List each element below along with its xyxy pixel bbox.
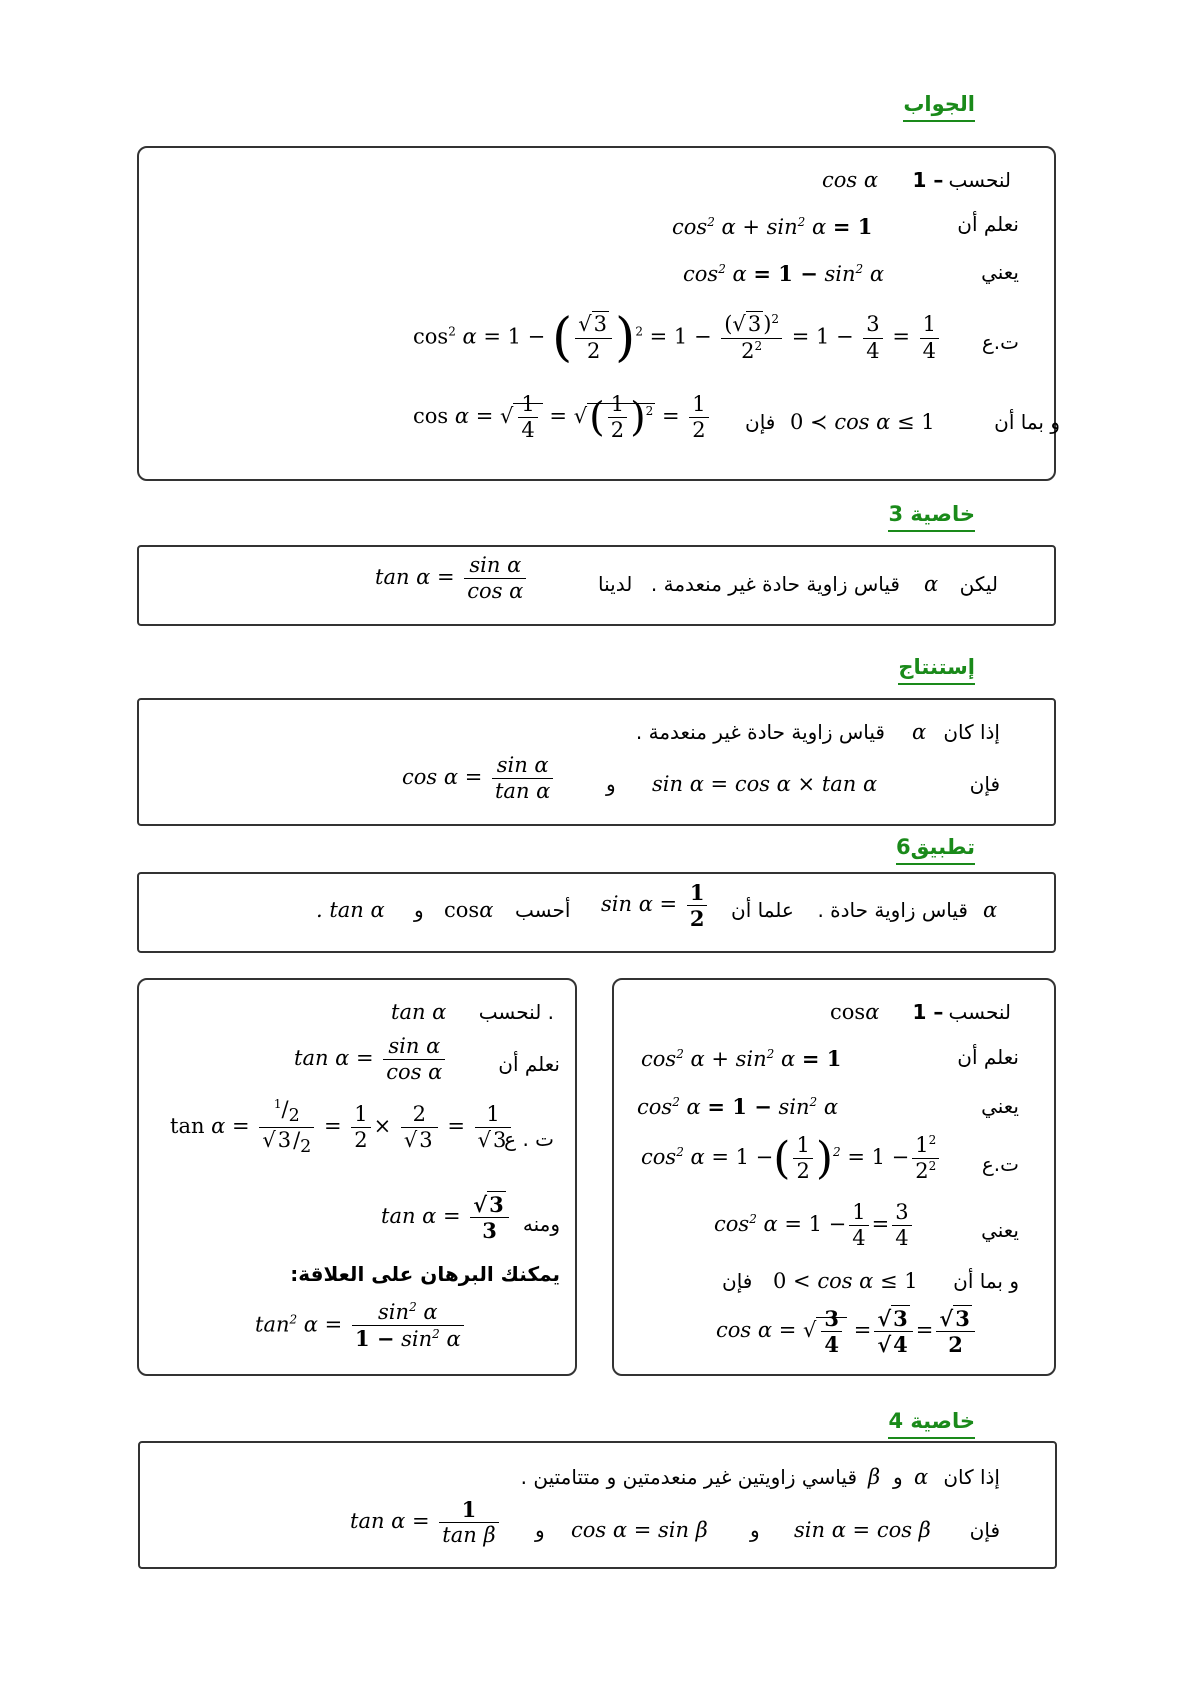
heading-underline: [888, 530, 975, 532]
prop4-beta: β: [868, 1465, 881, 1489]
right-line1: [912, 1000, 1019, 1024]
prop4-and2: و: [750, 1518, 760, 1542]
right-to-compute: لنحسب: [948, 1000, 1011, 1024]
right-cos-alpha: cosα: [830, 1000, 880, 1024]
right-numeric-formula: $\cos^2 \alpha = 1$ −( $\frac{1}{2}$ )$^2$ = 1 − $\frac{1^2}{2^2}$: [641, 1133, 942, 1184]
prop4-alpha: α: [914, 1465, 929, 1489]
right-cos2: $\cos^2 \alpha = 1 - \sin^2 \alpha$: [637, 1094, 839, 1119]
right-range: 0 < cos α ≤ 1: [773, 1269, 918, 1293]
deduction-alpha: α: [912, 720, 927, 744]
prop3-text: قياس زاوية حادة غير منعدمة .: [650, 572, 900, 596]
prop4-and: و: [893, 1465, 903, 1489]
heading-prop4-text: خاصية 4: [888, 1409, 975, 1433]
numeric-formula: $\cos^2 \alpha = 1$ − ( $\frac{√3}{2}$ )$^2$ = 1 − $\frac{(√3)^2}{2^2}$ = 1 − $\frac{3}{4}$ = $\frac{1}{4}$: [413, 308, 942, 368]
app6-sin-value: sin α = $\frac{1}{2}$: [601, 880, 710, 931]
left-tan-alpha: tan α: [391, 1000, 447, 1024]
heading-underline: [896, 863, 975, 865]
heading-deduction-text: إستنتاج: [898, 655, 975, 679]
right-since: و بما أن: [953, 1269, 1019, 1293]
left-to-compute: . لنحسب: [478, 1000, 554, 1024]
left-tan-result: tan α = $\frac{√3}{3}$: [381, 1192, 512, 1243]
prop4-if: إذا كان: [943, 1465, 1000, 1489]
app6-compute: أحسب: [515, 898, 571, 922]
app6-alpha: α: [983, 898, 998, 922]
deduction-if: إذا كان: [943, 720, 1000, 744]
app6-and: و: [414, 898, 424, 922]
app6-knowing: علما أن: [731, 898, 794, 922]
app6-cos: cosα: [444, 898, 494, 922]
deduction-then: فإن: [969, 772, 1000, 796]
deduction-text: قياس زاوية حادة غير منعدمة .: [635, 720, 885, 744]
box1-cos-alpha: cos α: [822, 168, 879, 192]
step-label: 1 –: [912, 168, 944, 192]
right-identity: $\cos^2 \alpha + \sin^2 \alpha = 1$: [641, 1046, 842, 1071]
right-step-label: 1 –: [912, 1000, 944, 1024]
heading-answer: [903, 92, 975, 116]
heading-underline: [903, 120, 975, 122]
prop3-we-have: لدينا: [598, 572, 633, 596]
then-label: فإن: [745, 410, 776, 434]
to-compute-label: لنحسب: [948, 168, 1011, 192]
heading-app6: [896, 835, 975, 859]
means-label: يعني: [981, 260, 1019, 284]
heading-prop3-text: خاصية 3: [888, 502, 975, 526]
left-numeric: ت . ع: [504, 1127, 554, 1151]
right-we-know: نعلم أن: [957, 1045, 1019, 1069]
right-means2: يعني: [981, 1218, 1019, 1242]
right-cos2-result: $\cos^2 \alpha = 1$ − $\frac{1}{4}$ = $\frac{3}{4}$: [714, 1200, 915, 1251]
since-label: و بما أن: [994, 410, 1060, 434]
deduction-formula2: cos α = $\frac{\text{sin α}}{\text{tan α}}$: [402, 753, 556, 804]
left-hence: ومنه: [522, 1212, 560, 1236]
prop4-formula3: tan α = $\frac{1}{\text{tan β}}$: [350, 1497, 502, 1548]
heading-app6-text: تطبيق6: [895, 835, 975, 859]
left-tan2-formula: $\tan^2 \alpha$ = $\frac{\sin^2 \alpha}{1 - \sin^2 \alpha}$: [255, 1300, 467, 1352]
right-cos-result: cos α = √ $\frac{3}{4}$ = $\frac{√3}{√4}$ = $\frac{√3}{2}$: [716, 1306, 978, 1357]
prop3-alpha: α: [924, 572, 939, 596]
range-condition: 0 ≺ cos α ≤ 1: [790, 410, 935, 434]
left-we-know: نعلم أن: [498, 1052, 560, 1076]
prop4-text: قياسي زاويتين غير منعدمتين و متتامتين .: [520, 1465, 857, 1489]
identity-formula: $\cos^2 \alpha + \sin^2 \alpha = 1$: [672, 214, 873, 239]
cos-result: cos α = √ $\frac{1}{4}$ = √( $\frac{1}{2}$ )$^2$ = $\frac{1}{2}$: [413, 392, 712, 443]
right-numeric: ت.ع: [981, 1152, 1019, 1176]
prop4-then: فإن: [969, 1518, 1000, 1542]
right-then: فإن: [722, 1269, 753, 1293]
heading-answer-text: الجواب: [903, 92, 975, 116]
heading-underline: [888, 1437, 975, 1439]
deduction-box: [137, 698, 1056, 826]
cos2-formula: $\cos^2 \alpha = 1 - \sin^2 \alpha$: [683, 261, 885, 286]
prop3-let: ليكن: [959, 572, 998, 596]
prop4-formula1: sin α = cos β: [794, 1518, 931, 1542]
deduction-and: و: [606, 772, 616, 796]
prop4-and3: و: [535, 1518, 545, 1542]
right-means1: يعني: [981, 1094, 1019, 1118]
we-know-label: نعلم أن: [957, 212, 1019, 236]
heading-underline: [898, 683, 975, 685]
heading-prop3: [888, 502, 975, 526]
prop4-box: [138, 1441, 1057, 1569]
prop3-box: [137, 545, 1056, 626]
prop3-formula: tan α = $\frac{\text{sin α}}{\text{cos α}}$: [375, 553, 529, 604]
left-numeric-formula: tan α = $\frac{^1/_2}{√3/_2}$ = $\frac{1}{2}$ × $\frac{2}{√3}$ = $\frac{1}{√3}$: [170, 1097, 514, 1158]
heading-prop4: [888, 1409, 975, 1433]
app6-tan: . tan α: [316, 898, 385, 922]
heading-deduction: [898, 655, 975, 679]
prop4-formula2: cos α = sin β: [571, 1518, 708, 1542]
left-tan-def: tan α = $\frac{\text{sin α}}{\text{cos α}}$: [294, 1034, 448, 1085]
app6-text1: قياس زاوية حادة .: [817, 898, 968, 922]
numeric-label: ت.ع: [981, 330, 1019, 354]
deduction-formula1: sin α = cos α × tan α: [652, 772, 878, 796]
box1-line1: [912, 168, 1019, 192]
left-proof: يمكنك البرهان على العلاقة:: [290, 1262, 560, 1286]
